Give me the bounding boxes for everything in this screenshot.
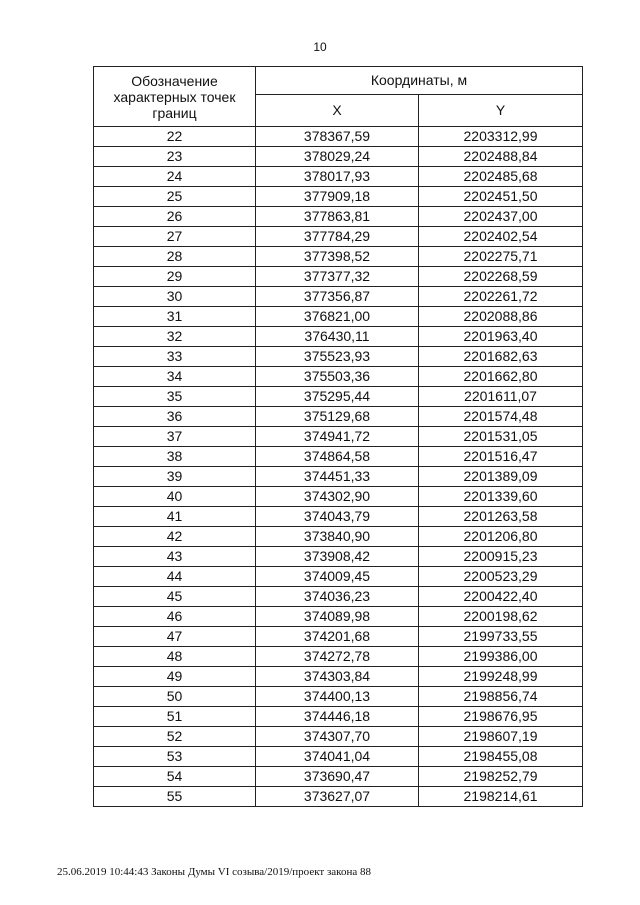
y-cell: 2202088,86	[419, 307, 583, 327]
x-cell: 374043,79	[256, 507, 419, 527]
y-cell: 2198252,79	[419, 767, 583, 787]
x-cell: 377784,29	[256, 227, 419, 247]
point-cell: 26	[94, 207, 256, 227]
y-cell: 2201531,05	[419, 427, 583, 447]
point-cell: 44	[94, 567, 256, 587]
point-cell: 40	[94, 487, 256, 507]
point-cell: 39	[94, 467, 256, 487]
table-row	[94, 367, 583, 387]
y-cell: 2202268,59	[419, 267, 583, 287]
y-cell: 2198455,08	[419, 747, 583, 767]
table-row	[94, 767, 583, 787]
point-cell: 32	[94, 327, 256, 347]
point-cell: 42	[94, 527, 256, 547]
x-cell: 377377,32	[256, 267, 419, 287]
table-row	[94, 547, 583, 567]
table-row	[94, 487, 583, 507]
x-cell: 378367,59	[256, 127, 419, 147]
page-number: 10	[313, 40, 327, 54]
table-row	[94, 527, 583, 547]
table-row	[94, 287, 583, 307]
x-cell: 374009,45	[256, 567, 419, 587]
y-cell: 2203312,99	[419, 127, 583, 147]
x-cell: 375295,44	[256, 387, 419, 407]
point-cell: 28	[94, 247, 256, 267]
header-coordinates: Координаты, м	[256, 67, 583, 95]
y-cell: 2201574,48	[419, 407, 583, 427]
point-cell: 36	[94, 407, 256, 427]
y-cell: 2202485,68	[419, 167, 583, 187]
x-cell: 378029,24	[256, 147, 419, 167]
y-cell: 2202402,54	[419, 227, 583, 247]
table-row	[94, 307, 583, 327]
x-cell: 373627,07	[256, 787, 419, 807]
point-cell: 30	[94, 287, 256, 307]
table-row	[94, 127, 583, 147]
table-row	[94, 587, 583, 607]
point-cell: 31	[94, 307, 256, 327]
table-row	[94, 247, 583, 267]
point-cell: 27	[94, 227, 256, 247]
point-cell: 35	[94, 387, 256, 407]
table-row	[94, 167, 583, 187]
x-cell: 374864,58	[256, 447, 419, 467]
point-cell: 38	[94, 447, 256, 467]
table-row	[94, 647, 583, 667]
table-row	[94, 227, 583, 247]
x-cell: 375523,93	[256, 347, 419, 367]
table-row	[94, 407, 583, 427]
x-cell: 374307,70	[256, 727, 419, 747]
point-cell: 54	[94, 767, 256, 787]
point-cell: 24	[94, 167, 256, 187]
table-row	[94, 567, 583, 587]
point-cell: 25	[94, 187, 256, 207]
header-x: X	[256, 95, 419, 127]
point-cell: 49	[94, 667, 256, 687]
x-cell: 374201,68	[256, 627, 419, 647]
footer-stamp: 25.06.2019 10:44:43 Законы Думы VI созыва/2019/проект закона 88	[57, 866, 371, 878]
y-cell: 2202451,50	[419, 187, 583, 207]
table-row	[94, 427, 583, 447]
x-cell: 374302,90	[256, 487, 419, 507]
point-cell: 53	[94, 747, 256, 767]
y-cell: 2200523,29	[419, 567, 583, 587]
x-cell: 377863,81	[256, 207, 419, 227]
y-cell: 2202275,71	[419, 247, 583, 267]
point-cell: 29	[94, 267, 256, 287]
x-cell: 373908,42	[256, 547, 419, 567]
x-cell: 376430,11	[256, 327, 419, 347]
point-cell: 45	[94, 587, 256, 607]
table-row	[94, 387, 583, 407]
x-cell: 374941,72	[256, 427, 419, 447]
y-cell: 2201263,58	[419, 507, 583, 527]
x-cell: 374089,98	[256, 607, 419, 627]
y-cell: 2202437,00	[419, 207, 583, 227]
x-cell: 374400,13	[256, 687, 419, 707]
table-row	[94, 327, 583, 347]
point-cell: 43	[94, 547, 256, 567]
point-cell: 47	[94, 627, 256, 647]
y-cell: 2199386,00	[419, 647, 583, 667]
point-cell: 50	[94, 687, 256, 707]
table-row	[94, 207, 583, 227]
table-row	[94, 747, 583, 767]
table-row	[94, 627, 583, 647]
table-body	[94, 127, 583, 807]
point-cell: 51	[94, 707, 256, 727]
y-cell: 2201339,60	[419, 487, 583, 507]
table-row	[94, 787, 583, 807]
y-cell: 2200422,40	[419, 587, 583, 607]
point-cell: 46	[94, 607, 256, 627]
coordinates-table	[93, 66, 583, 807]
y-cell: 2201516,47	[419, 447, 583, 467]
x-cell: 374272,78	[256, 647, 419, 667]
y-cell: 2199248,99	[419, 667, 583, 687]
y-cell: 2201206,80	[419, 527, 583, 547]
point-cell: 23	[94, 147, 256, 167]
x-cell: 377398,52	[256, 247, 419, 267]
table-row	[94, 687, 583, 707]
y-cell: 2198214,61	[419, 787, 583, 807]
table-row	[94, 507, 583, 527]
y-cell: 2201662,80	[419, 367, 583, 387]
table-row	[94, 727, 583, 747]
point-cell: 34	[94, 367, 256, 387]
x-cell: 374036,23	[256, 587, 419, 607]
x-cell: 373840,90	[256, 527, 419, 547]
y-cell: 2198856,74	[419, 687, 583, 707]
point-cell: 22	[94, 127, 256, 147]
table-row	[94, 187, 583, 207]
x-cell: 373690,47	[256, 767, 419, 787]
table-row	[94, 467, 583, 487]
x-cell: 378017,93	[256, 167, 419, 187]
x-cell: 374451,33	[256, 467, 419, 487]
table-row	[94, 707, 583, 727]
y-cell: 2201389,09	[419, 467, 583, 487]
x-cell: 375129,68	[256, 407, 419, 427]
x-cell: 375503,36	[256, 367, 419, 387]
table-row	[94, 607, 583, 627]
y-cell: 2198676,95	[419, 707, 583, 727]
point-cell: 33	[94, 347, 256, 367]
point-cell: 52	[94, 727, 256, 747]
x-cell: 376821,00	[256, 307, 419, 327]
y-cell: 2199733,55	[419, 627, 583, 647]
table-row	[94, 667, 583, 687]
x-cell: 374041,04	[256, 747, 419, 767]
y-cell: 2200915,23	[419, 547, 583, 567]
y-cell: 2201682,63	[419, 347, 583, 367]
point-cell: 48	[94, 647, 256, 667]
y-cell: 2198607,19	[419, 727, 583, 747]
table-row	[94, 447, 583, 467]
table-row	[94, 147, 583, 167]
x-cell: 377909,18	[256, 187, 419, 207]
x-cell: 377356,87	[256, 287, 419, 307]
header-y: Y	[419, 95, 583, 127]
x-cell: 374446,18	[256, 707, 419, 727]
x-cell: 374303,84	[256, 667, 419, 687]
point-cell: 37	[94, 427, 256, 447]
table-row	[94, 347, 583, 367]
y-cell: 2201611,07	[419, 387, 583, 407]
y-cell: 2202488,84	[419, 147, 583, 167]
header-point-designation: Обозначение характерных точек границ	[94, 67, 256, 127]
y-cell: 2201963,40	[419, 327, 583, 347]
point-cell: 41	[94, 507, 256, 527]
table-row	[94, 267, 583, 287]
y-cell: 2200198,62	[419, 607, 583, 627]
y-cell: 2202261,72	[419, 287, 583, 307]
point-cell: 55	[94, 787, 256, 807]
